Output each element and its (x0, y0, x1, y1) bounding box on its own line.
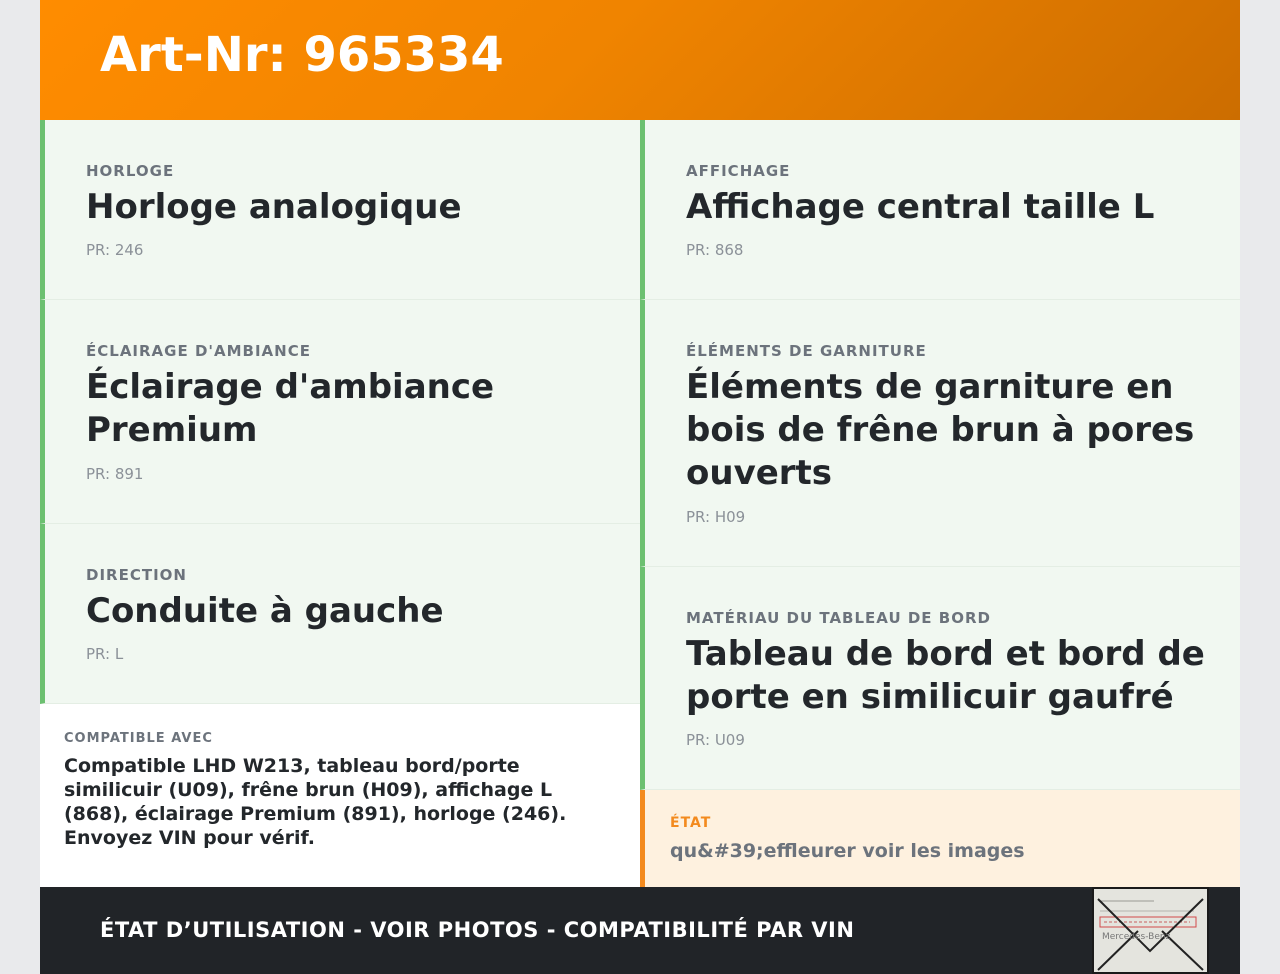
label-sticker-image (1094, 889, 1207, 972)
option-label: AFFICHAGE (686, 162, 791, 180)
product-card (40, 0, 1240, 974)
header-banner (40, 0, 1240, 120)
option-value: Tableau de bord et bord de porte en similicuir gaufré (686, 634, 1205, 717)
option-value: Horloge analogique (86, 187, 462, 227)
option-ambient-lighting (40, 300, 640, 524)
condition-label: ÉTAT (670, 815, 712, 831)
option-pr-code: PR: U09 (686, 731, 745, 749)
condition-section (640, 790, 1240, 887)
compatibility-label: COMPATIBLE AVEC (64, 731, 213, 746)
option-steering (40, 524, 640, 704)
option-clock (40, 120, 640, 300)
footer-bar (40, 887, 1240, 974)
option-label: MATÉRIAU DU TABLEAU DE BORD (686, 609, 991, 627)
option-pr-code: PR: H09 (686, 508, 746, 526)
option-display (640, 120, 1240, 300)
article-number-title: Art-Nr: 965334 (100, 27, 504, 83)
condition-text: qu&#39;effleurer voir les images (670, 840, 1025, 862)
option-pr-code: PR: 246 (86, 241, 144, 259)
option-label: ÉLÉMENTS DE GARNITURE (686, 342, 927, 360)
option-value: Éléments de garniture en bois de frêne brun à pores ouverts (686, 367, 1195, 493)
product-photo-thumbnail[interactable] (1092, 887, 1209, 974)
option-pr-code: PR: 891 (86, 465, 144, 483)
option-pr-code: PR: L (86, 645, 124, 663)
option-label: HORLOGE (86, 162, 175, 180)
compatibility-section (40, 704, 640, 887)
option-value: Conduite à gauche (86, 591, 444, 631)
option-dashboard-material (640, 567, 1240, 790)
option-value: Affichage central taille L (686, 187, 1155, 227)
option-label: ÉCLAIRAGE D'AMBIANCE (86, 342, 311, 360)
option-pr-code: PR: 868 (686, 241, 744, 259)
option-label: DIRECTION (86, 566, 187, 584)
option-trim-elements (640, 300, 1240, 567)
footer-notice: ÉTAT D’UTILISATION - VOIR PHOTOS - COMPATIBILITÉ PAR VIN (100, 918, 855, 942)
compatibility-text: Compatible LHD W213, tableau bord/porte similicuir (U09), frêne brun (H09), affichage L (868), éclairage Premium (891), horloge (246). Envoyez VIN pour vérif. (64, 755, 567, 849)
option-value: Éclairage d'ambiance Premium (86, 367, 495, 450)
svg-text:Mercedes-Benz: Mercedes-Benz (1102, 932, 1171, 942)
